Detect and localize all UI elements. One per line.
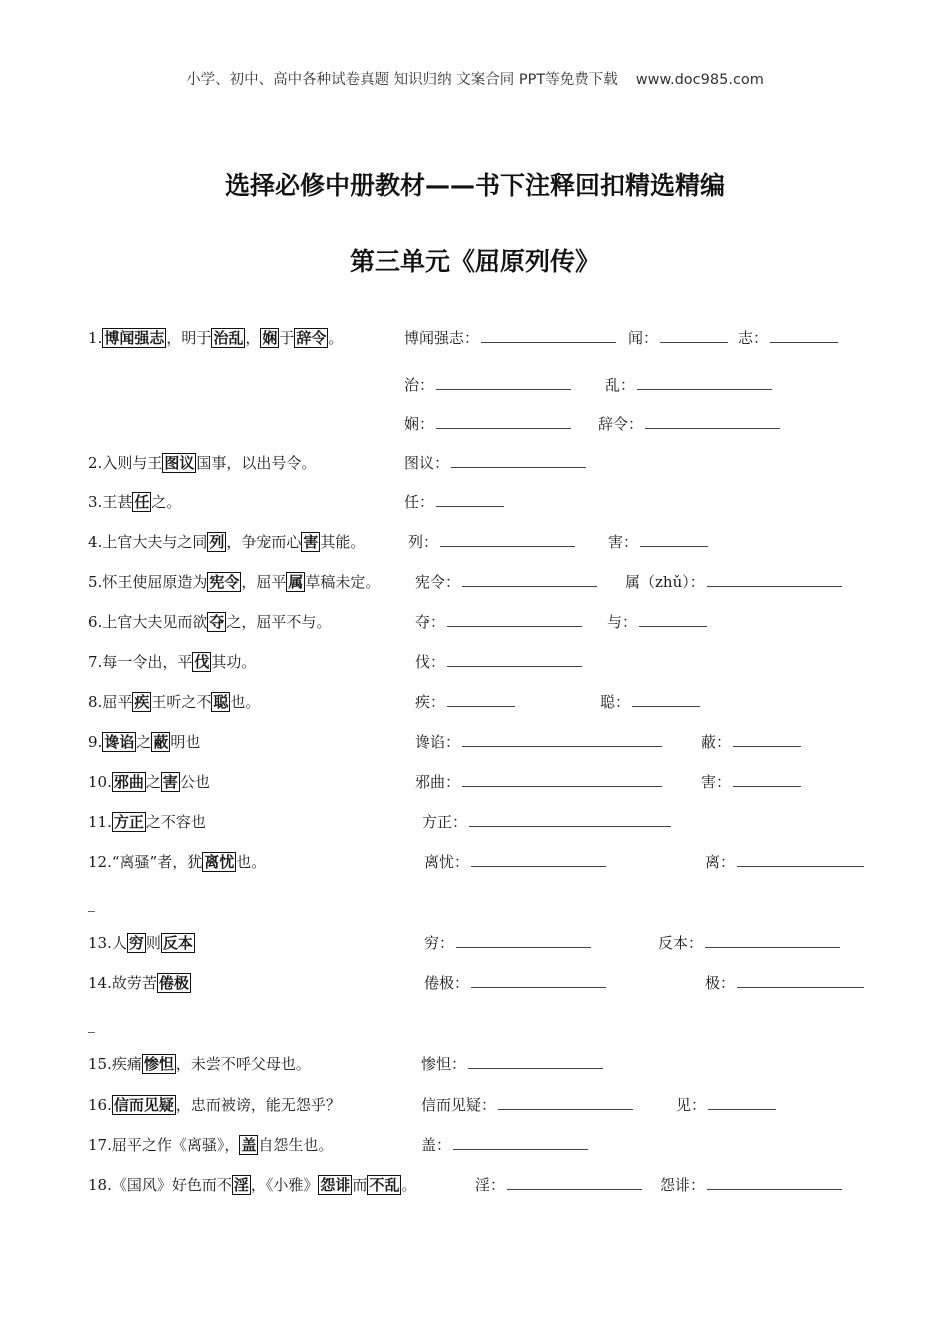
item-number: 2. bbox=[88, 454, 103, 472]
answer-line[interactable] bbox=[456, 933, 591, 948]
boxed-keyword: 治乱 bbox=[213, 329, 244, 347]
exercise-item bbox=[88, 1174, 416, 1196]
sentence-text: 明也 bbox=[170, 733, 201, 751]
item-number: 3. bbox=[88, 493, 103, 511]
answer-line[interactable] bbox=[640, 532, 708, 547]
answer-blank bbox=[421, 1134, 588, 1156]
blank-label: 见： bbox=[676, 1096, 707, 1114]
blank-label: 志： bbox=[738, 329, 769, 347]
answer-blank bbox=[415, 731, 662, 753]
sentence-text: 。 bbox=[328, 329, 344, 347]
sentence-text: 而 bbox=[352, 1176, 368, 1194]
blank-label: 谗谄： bbox=[415, 733, 461, 751]
item-number: 5. bbox=[88, 573, 103, 591]
boxed-keyword: 反本 bbox=[162, 934, 193, 952]
answer-blank bbox=[415, 651, 582, 673]
sentence-text: 也。 bbox=[236, 853, 267, 871]
answer-blank bbox=[421, 1094, 633, 1116]
boxed-keyword: 伐 bbox=[194, 653, 210, 671]
answer-line[interactable] bbox=[507, 1175, 642, 1190]
blank-label: 怨诽： bbox=[660, 1176, 706, 1194]
blank-label: 淫： bbox=[475, 1176, 506, 1194]
boxed-keyword: 谗谄 bbox=[104, 733, 135, 751]
sentence-text: 则 bbox=[145, 934, 161, 952]
sentence-text: 也。 bbox=[230, 693, 261, 711]
boxed-keyword: 害 bbox=[162, 773, 178, 791]
sentence-text: 王甚 bbox=[102, 493, 133, 511]
answer-blank bbox=[424, 851, 606, 873]
exercise-item bbox=[88, 1094, 341, 1116]
exercise-item bbox=[88, 771, 210, 793]
exercise-item bbox=[88, 452, 316, 474]
answer-blank bbox=[600, 691, 700, 713]
exercise-item bbox=[88, 491, 181, 513]
answer-line[interactable] bbox=[451, 453, 586, 468]
blank-label: 列： bbox=[408, 533, 439, 551]
sentence-text: “离骚”者，犹 bbox=[111, 853, 203, 871]
exercise-item bbox=[88, 611, 331, 633]
answer-blank bbox=[625, 571, 842, 593]
stray-dash bbox=[88, 1032, 95, 1033]
answer-line[interactable] bbox=[639, 612, 707, 627]
boxed-keyword: 列 bbox=[209, 533, 225, 551]
answer-blank bbox=[415, 691, 515, 713]
blank-label: 辞令： bbox=[598, 415, 644, 433]
blank-label: 娴： bbox=[404, 415, 435, 433]
answer-blank bbox=[608, 531, 708, 553]
answer-blank bbox=[415, 571, 597, 593]
answer-blank bbox=[404, 452, 586, 474]
answer-blank bbox=[658, 932, 840, 954]
sentence-text: 怀王使屈原造为 bbox=[102, 573, 208, 591]
answer-line[interactable] bbox=[469, 812, 671, 827]
boxed-keyword: 娴 bbox=[262, 329, 278, 347]
sentence-text: 屈平之作《离骚》， bbox=[111, 1136, 240, 1154]
blank-label: 乱： bbox=[605, 376, 636, 394]
sentence-text: 人 bbox=[111, 934, 127, 952]
item-number: 4. bbox=[88, 533, 103, 551]
sentence-text: 草稿未定。 bbox=[305, 573, 381, 591]
answer-line[interactable] bbox=[770, 328, 838, 343]
answer-blank bbox=[607, 611, 707, 633]
sentence-text: ，屈平 bbox=[241, 573, 287, 591]
exercise-item bbox=[88, 691, 260, 713]
answer-blank bbox=[676, 1094, 776, 1116]
answer-line[interactable] bbox=[498, 1095, 633, 1110]
answer-blank bbox=[424, 972, 606, 994]
answer-line[interactable] bbox=[436, 375, 571, 390]
sentence-text: ，未尝不呼父母也。 bbox=[175, 1055, 311, 1073]
boxed-keyword: 信而见疑 bbox=[113, 1096, 174, 1114]
answer-blank bbox=[424, 932, 591, 954]
header-text: 小学、初中、高中各种试卷真题 知识归纳 文案合同 PPT等免费下载 bbox=[186, 72, 618, 88]
answer-blank bbox=[705, 972, 864, 994]
answer-blank bbox=[404, 413, 571, 435]
sentence-text: 故劳苦 bbox=[111, 974, 157, 992]
answer-blank bbox=[701, 731, 801, 753]
blank-label: 博闻强志： bbox=[404, 329, 480, 347]
item-number: 14. bbox=[88, 974, 112, 992]
answer-blank bbox=[415, 611, 582, 633]
sentence-text: 之 bbox=[136, 733, 152, 751]
blank-label: 盖： bbox=[421, 1136, 452, 1154]
answer-blank bbox=[628, 327, 728, 349]
item-number: 6. bbox=[88, 613, 103, 631]
boxed-keyword: 任 bbox=[134, 493, 150, 511]
sentence-text: 其能。 bbox=[320, 533, 366, 551]
answer-line[interactable] bbox=[462, 732, 662, 747]
item-number: 15. bbox=[88, 1055, 112, 1073]
answer-line[interactable] bbox=[637, 375, 772, 390]
exercise-item bbox=[88, 1053, 311, 1075]
sentence-text: 入则与王 bbox=[102, 454, 163, 472]
blank-label: 宪令： bbox=[415, 573, 461, 591]
answer-blank bbox=[475, 1174, 642, 1196]
blank-label: 与： bbox=[607, 613, 638, 631]
exercise-item bbox=[88, 1134, 333, 1156]
answer-line[interactable] bbox=[447, 652, 582, 667]
exercise-item bbox=[88, 932, 195, 954]
answer-blank bbox=[404, 491, 504, 513]
answer-line[interactable] bbox=[733, 732, 801, 747]
sentence-text: 其功。 bbox=[211, 653, 257, 671]
sentence-text: ，明于 bbox=[166, 329, 212, 347]
boxed-keyword: 方正 bbox=[113, 813, 144, 831]
boxed-keyword: 不乱 bbox=[369, 1176, 400, 1194]
answer-line[interactable] bbox=[471, 852, 606, 867]
answer-blank bbox=[701, 771, 801, 793]
answer-line[interactable] bbox=[708, 1095, 776, 1110]
sentence-text: 自怨生也。 bbox=[258, 1136, 334, 1154]
sentence-text: 国事，以出号令。 bbox=[196, 454, 317, 472]
sentence-text: 王听之不 bbox=[151, 693, 212, 711]
boxed-keyword: 怨诽 bbox=[320, 1176, 351, 1194]
sentence-text: ， bbox=[245, 329, 261, 347]
blank-label: 邪曲： bbox=[415, 773, 461, 791]
sentence-text: 于 bbox=[279, 329, 295, 347]
answer-line[interactable] bbox=[645, 414, 780, 429]
boxed-keyword: 惨怛 bbox=[143, 1055, 174, 1073]
blank-label: 惨怛： bbox=[421, 1055, 467, 1073]
answer-blank bbox=[404, 374, 571, 396]
boxed-keyword: 淫 bbox=[233, 1176, 249, 1194]
answer-line[interactable] bbox=[436, 414, 571, 429]
answer-line[interactable] bbox=[733, 772, 801, 787]
answer-line[interactable] bbox=[707, 1175, 842, 1190]
answer-line[interactable] bbox=[453, 1135, 588, 1150]
blank-label: 伐： bbox=[415, 653, 446, 671]
answer-line[interactable] bbox=[660, 328, 728, 343]
answer-line[interactable] bbox=[440, 532, 575, 547]
exercise-item bbox=[88, 851, 266, 873]
answer-line[interactable] bbox=[447, 692, 515, 707]
item-number: 1. bbox=[88, 329, 103, 347]
item-number: 9. bbox=[88, 733, 103, 751]
boxed-keyword: 倦极 bbox=[158, 974, 189, 992]
item-number: 12. bbox=[88, 853, 112, 871]
blank-label: 害： bbox=[608, 533, 639, 551]
boxed-keyword: 夺 bbox=[209, 613, 225, 631]
boxed-keyword: 害 bbox=[303, 533, 319, 551]
header-site: www.doc985.com bbox=[635, 72, 764, 88]
answer-blank bbox=[408, 531, 575, 553]
answer-line[interactable] bbox=[481, 328, 616, 343]
answer-line[interactable] bbox=[447, 612, 582, 627]
blank-label: 聪： bbox=[600, 693, 631, 711]
sentence-text: ，忠而被谤，能无怨乎？ bbox=[175, 1096, 341, 1114]
answer-line[interactable] bbox=[471, 973, 606, 988]
answer-blank bbox=[738, 327, 838, 349]
sentence-text: 之 bbox=[145, 773, 161, 791]
stray-dash bbox=[88, 911, 95, 912]
boxed-keyword: 盖 bbox=[241, 1136, 257, 1154]
answer-blank bbox=[598, 413, 780, 435]
sentence-text: 之，屈平不与。 bbox=[226, 613, 332, 631]
blank-label: 害： bbox=[701, 773, 732, 791]
exercise-item bbox=[88, 571, 380, 593]
blank-label: 离忧： bbox=[424, 853, 470, 871]
blank-label: 反本： bbox=[658, 934, 704, 952]
sentence-text: 之。 bbox=[151, 493, 182, 511]
answer-line[interactable] bbox=[462, 572, 597, 587]
item-number: 17. bbox=[88, 1136, 112, 1154]
page-header bbox=[0, 68, 950, 89]
answer-blank bbox=[415, 771, 662, 793]
answer-blank bbox=[422, 811, 671, 833]
blank-label: 图议： bbox=[404, 454, 450, 472]
blank-label: 信而见疑： bbox=[421, 1096, 497, 1114]
answer-blank bbox=[705, 851, 864, 873]
blank-label: 夺： bbox=[415, 613, 446, 631]
boxed-keyword: 博闻强志 bbox=[104, 329, 165, 347]
exercise-item bbox=[88, 651, 256, 673]
sentence-text: 。 bbox=[401, 1176, 417, 1194]
boxed-keyword: 蔽 bbox=[153, 733, 169, 751]
answer-blank bbox=[404, 327, 616, 349]
sentence-text: 上官大夫与之同 bbox=[102, 533, 208, 551]
boxed-keyword: 辞令 bbox=[296, 329, 327, 347]
boxed-keyword: 属 bbox=[288, 573, 304, 591]
page-subtitle: 第三单元《屈原列传》 bbox=[349, 247, 600, 276]
blank-label: 方正： bbox=[422, 813, 468, 831]
answer-line[interactable] bbox=[737, 973, 864, 988]
sentence-text: 之不容也 bbox=[145, 813, 206, 831]
exercise-item bbox=[88, 731, 200, 753]
blank-label: 任： bbox=[404, 493, 435, 511]
exercise-item bbox=[88, 972, 191, 994]
answer-line[interactable] bbox=[705, 933, 840, 948]
blank-label: 倦极： bbox=[424, 974, 470, 992]
answer-blank bbox=[421, 1053, 603, 1075]
boxed-keyword: 图议 bbox=[164, 454, 195, 472]
item-number: 13. bbox=[88, 934, 112, 952]
page-title: 选择必修中册教材——书下注释回扣精选精编 bbox=[224, 171, 725, 200]
answer-line[interactable] bbox=[468, 1054, 603, 1069]
item-number: 18. bbox=[88, 1176, 112, 1194]
blank-label: 离： bbox=[705, 853, 736, 871]
boxed-keyword: 穷 bbox=[128, 934, 144, 952]
sentence-text: 每一令出，平 bbox=[102, 653, 193, 671]
exercise-item bbox=[88, 327, 343, 349]
sentence-text: ，争宠而心 bbox=[226, 533, 302, 551]
answer-line[interactable] bbox=[632, 692, 700, 707]
blank-label: 疾： bbox=[415, 693, 446, 711]
blank-label: 闻： bbox=[628, 329, 659, 347]
boxed-keyword: 邪曲 bbox=[113, 773, 144, 791]
sentence-text: ，《小雅》 bbox=[250, 1176, 319, 1194]
blank-label: 蔽： bbox=[701, 733, 732, 751]
answer-line[interactable] bbox=[436, 492, 504, 507]
answer-line[interactable] bbox=[462, 772, 662, 787]
answer-blank bbox=[605, 374, 772, 396]
sentence-text: 屈平 bbox=[102, 693, 133, 711]
blank-label: 治： bbox=[404, 376, 435, 394]
boxed-keyword: 离忧 bbox=[204, 853, 235, 871]
item-number: 8. bbox=[88, 693, 103, 711]
item-number: 11. bbox=[88, 813, 112, 831]
answer-line[interactable] bbox=[707, 572, 842, 587]
item-number: 16. bbox=[88, 1096, 112, 1114]
boxed-keyword: 宪令 bbox=[209, 573, 240, 591]
boxed-keyword: 聪 bbox=[213, 693, 229, 711]
sentence-text: 疾痛 bbox=[111, 1055, 142, 1073]
sentence-text: 《国风》好色而不 bbox=[111, 1176, 232, 1194]
boxed-keyword: 疾 bbox=[134, 693, 150, 711]
answer-blank bbox=[660, 1174, 842, 1196]
blank-label: 属（zhǔ）： bbox=[625, 573, 705, 591]
blank-label: 极： bbox=[705, 974, 736, 992]
item-number: 7. bbox=[88, 653, 103, 671]
item-number: 10. bbox=[88, 773, 112, 791]
sentence-text: 上官大夫见而欲 bbox=[102, 613, 208, 631]
sentence-text: 公也 bbox=[179, 773, 210, 791]
exercise-item bbox=[88, 811, 206, 833]
answer-line[interactable] bbox=[737, 852, 864, 867]
exercise-item bbox=[88, 531, 365, 553]
blank-label: 穷： bbox=[424, 934, 455, 952]
